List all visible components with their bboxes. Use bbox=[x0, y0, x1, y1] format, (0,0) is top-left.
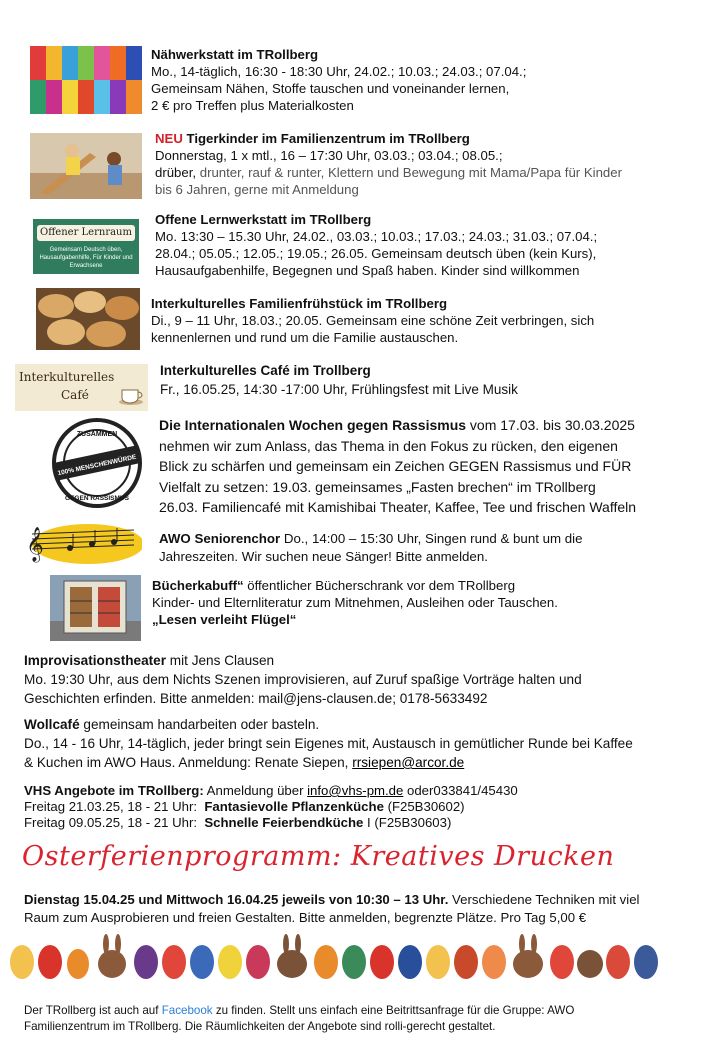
rassismus-line: nehmen wir zum Anlass, das Thema in den Fokus zu rücken, den eigenen bbox=[159, 437, 618, 454]
badge-mid-text: 100% MENSCHENWÜRDE bbox=[57, 453, 137, 478]
vhs-email-link[interactable]: info@vhs-pm.de bbox=[307, 783, 404, 798]
footer-text: Familienzentrum im TRollberg. Die Räumlichkeiten der Angebote sind rolli-gerecht gestaltet. bbox=[24, 1020, 496, 1033]
chor-line: Jahreszeiten. Wir suchen neue Sänger! Bitte anmelden. bbox=[159, 549, 488, 564]
tiger-line: Donnerstag, 1 x mtl., 16 – 17:30 Uhr, 03.03.; 03.04.; 08.05.; bbox=[155, 148, 503, 163]
easter-heading: Osterferienprogramm: Kreatives Drucken bbox=[22, 841, 615, 872]
vhs-course-code: I (F25B30603) bbox=[363, 815, 452, 830]
easter-eggs-decoration bbox=[6, 934, 670, 986]
rassismus-title: Die Internationalen Wochen gegen Rassismus bbox=[159, 417, 467, 433]
buecher-slogan: „Lesen verleiht Flügel“ bbox=[152, 612, 297, 627]
easter-dates: Dienstag 15.04.25 und Mittwoch 16.04.25 jeweils von 10:30 – 13 Uhr. bbox=[24, 892, 449, 907]
vhs-course-code: (F25B30602) bbox=[383, 799, 465, 814]
children-climbing-image bbox=[30, 133, 142, 199]
sign-title: Offener Lernraum bbox=[37, 225, 135, 241]
vhs-title: VHS Angebote im TRollberg: bbox=[24, 783, 204, 798]
vhs-date: Freitag 21.03.25, 18 - 21 Uhr: bbox=[24, 799, 198, 814]
lern-title: Offene Lernwerkstatt im TRollberg bbox=[155, 212, 372, 227]
cafe-sign bbox=[15, 364, 148, 411]
cafe-title: Interkulturelles Café im Trollberg bbox=[160, 363, 371, 378]
vhs-line: Anmeldung über bbox=[203, 783, 308, 798]
bread-rolls-image bbox=[36, 288, 140, 350]
badge-bottom-text: GEGEN RASSISMUS bbox=[65, 495, 129, 502]
tiger-line: drunter, rauf & runter, Klettern und Bewegung mit Mama/Papa für Kinder bbox=[199, 165, 622, 180]
cafe-sign-line1: Interkulturelles bbox=[19, 370, 115, 384]
vhs-date: Freitag 09.05.25, 18 - 21 Uhr: bbox=[24, 815, 198, 830]
music-notes-image bbox=[22, 520, 142, 566]
naeh-line: Gemeinsam Nähen, Stoffe tauschen und voneinander lernen, bbox=[151, 81, 510, 96]
impro-line: Geschichten erfinden. Bitte anmelden: mail@jens-clausen.de; 0178-5633492 bbox=[24, 691, 488, 706]
woll-line: Do., 14 - 16 Uhr, 14-täglich, jeder bringt sein Eigenes mit, Austausch in gemütlicher Runde bei Kaffee bbox=[24, 736, 633, 751]
badge-top-text: ZUSAMMEN bbox=[76, 431, 118, 438]
impro-line: Mo. 19:30 Uhr, aus dem Nichts Szenen improvisieren, auf Zuruf spaßige Vorträge halten und bbox=[24, 672, 582, 687]
facebook-link[interactable]: Facebook bbox=[161, 1004, 213, 1017]
chor-title: AWO Seniorenchor bbox=[159, 531, 281, 546]
woll-line: gemeinsam handarbeiten oder basteln. bbox=[79, 717, 320, 732]
rassismus-line: Blick zu schärfen und gemeinsam ein Zeichen GEGEN Rassismus und FÜR bbox=[159, 458, 632, 474]
new-label: NEU bbox=[155, 131, 183, 146]
woll-title: Wollcafé bbox=[24, 717, 80, 732]
rassismus-line: Vielfalt zu setzen: 19.03. gemeinsames „Fasten brechen“ im TRollberg bbox=[159, 478, 596, 495]
cafe-line: Fr., 16.05.25, 14:30 -17:00 Uhr, Frühlingsfest mit Live Musik bbox=[160, 382, 518, 397]
svg-text:𝄞: 𝄞 bbox=[26, 527, 44, 562]
coffee-cup-icon bbox=[119, 382, 145, 406]
fruehstueck-title: Interkulturelles Familienfrühstück im TRollberg bbox=[151, 296, 448, 311]
rassismus-dates: vom 17.03. bis 30.03.2025 bbox=[466, 417, 635, 433]
buecher-line: öffentlicher Bücherschrank vor dem TRollberg bbox=[243, 578, 516, 593]
lern-line: 28.04.; 05.05.; 12.05.; 19.05.; 26.05. Gemeinsam deutsch üben (kein Kurs), bbox=[155, 246, 597, 261]
impro-line: mit Jens Clausen bbox=[166, 653, 275, 668]
impro-title: Improvisationstheater bbox=[24, 653, 167, 668]
naeh-line: Mo., 14-täglich, 16:30 - 18:30 Uhr, 24.02.; 10.03.; 24.03.; 07.04.; bbox=[151, 64, 527, 79]
sewing-threads-image bbox=[30, 46, 142, 114]
woll-line: & Kuchen im AWO Haus. Anmeldung: Renate Siepen, bbox=[24, 755, 353, 770]
book-cabinet-image bbox=[50, 575, 141, 641]
sign-text: Gemeinsam Deutsch üben, Hausaufgabenhilfe, Für Kinder und Erwachsene bbox=[39, 247, 133, 269]
tiger-line: drüber, bbox=[155, 165, 200, 180]
chor-line: Do., 14:00 – 15:30 Uhr, Singen rund & bunt um die bbox=[280, 531, 583, 546]
anti-racism-badge bbox=[52, 418, 142, 508]
vhs-line: oder033841/45430 bbox=[403, 783, 518, 798]
naeh-title: Nähwerkstatt im TRollberg bbox=[151, 47, 319, 62]
fruehstueck-line: Di., 9 – 11 Uhr, 18.03.; 20.05. Gemeinsam eine schöne Zeit verbringen, sich bbox=[151, 313, 595, 328]
footer-text: zu finden. Stellt uns einfach eine Beitrittsanfrage für die Gruppe: AWO bbox=[212, 1004, 575, 1017]
lern-line: Mo. 13:30 – 15.30 Uhr, 24.02., 03.03.; 10.03.; 17.03.; 24.03.; 31.03.; 07.04.; bbox=[155, 229, 598, 244]
naeh-line: 2 € pro Treffen plus Materialkosten bbox=[151, 98, 354, 113]
buecher-line: Kinder- und Elternliteratur zum Mitnehmen, Ausleihen oder Tauschen. bbox=[152, 595, 558, 610]
footer-text: Der TRollberg ist auch auf bbox=[24, 1004, 162, 1017]
easter-line: Raum zum Ausprobieren und freien Gestalten. Bitte anmelden, begrenzte Plätze. Pro Tag 5,00 € bbox=[24, 910, 587, 925]
vhs-course-title: Schnelle Feierbendküche bbox=[204, 815, 364, 830]
easter-line: Verschiedene Techniken mit viel bbox=[448, 892, 640, 907]
fruehstueck-line: kennenlernen und rund um die Familie austauschen. bbox=[151, 330, 459, 345]
buecher-title: Bücherkabuff“ bbox=[152, 578, 244, 593]
rassismus-line: 26.03. Familiencafé mit Kamishibai Theater, Kaffee, Tee und frischen Waffeln bbox=[159, 499, 637, 515]
learning-room-sign bbox=[33, 219, 139, 274]
vhs-course-title: Fantasievolle Pflanzenküche bbox=[204, 799, 384, 814]
cafe-sign-line2: Café bbox=[61, 388, 89, 402]
tiger-title: Tigerkinder im Familienzentrum im TRollberg bbox=[186, 131, 470, 146]
lern-line: Hausaufgabenhilfe, Begegnen und Spaß haben. Kinder sind willkommen bbox=[155, 263, 580, 278]
tiger-line: bis 6 Jahren, gerne mit Anmeldung bbox=[155, 182, 359, 197]
email-link[interactable]: rrsiepen@arcor.de bbox=[352, 755, 465, 770]
